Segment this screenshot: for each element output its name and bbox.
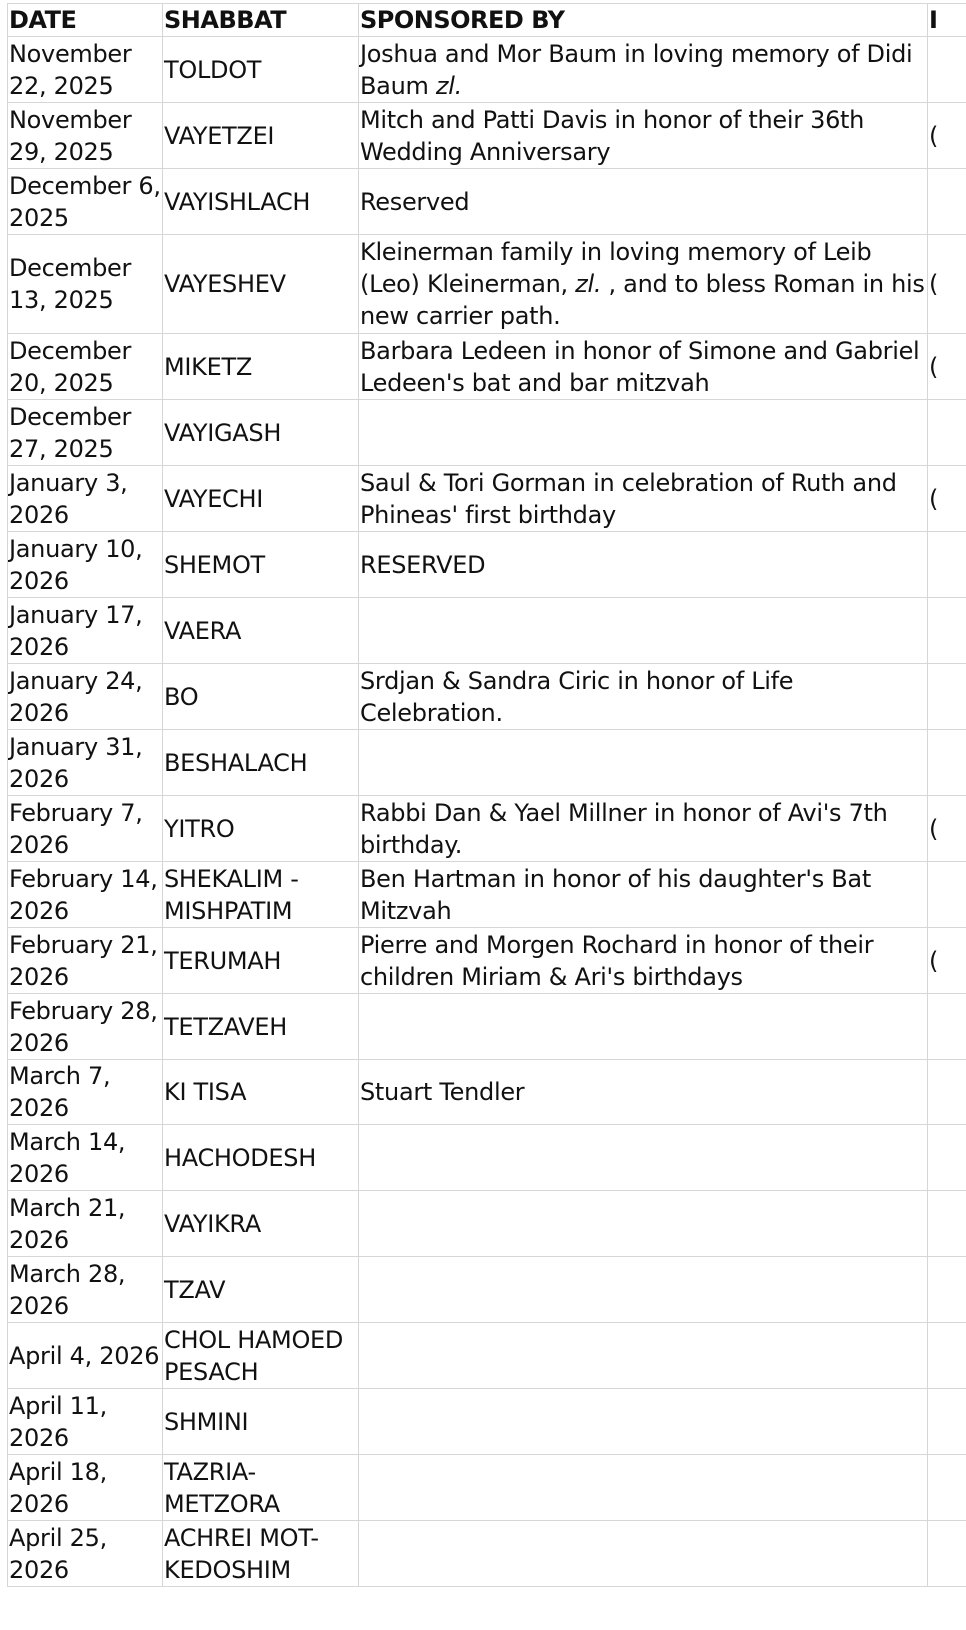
cell-extra <box>928 400 966 466</box>
sponsor-text: Kleinerman family in loving memory of Leib (Leo) Kleinerman, <box>360 238 872 298</box>
table-row <box>8 730 966 796</box>
cell-sponsored-by <box>359 103 928 169</box>
cell-extra <box>928 1323 966 1389</box>
cell-sponsored-by <box>359 796 928 862</box>
cell-extra: ( <box>928 103 966 169</box>
cell-sponsored-by <box>359 994 928 1060</box>
cell-shabbat: VAYECHI <box>163 466 359 532</box>
table-row <box>8 1521 966 1587</box>
table-row <box>8 1060 966 1125</box>
header-shabbat: SHABBAT <box>163 4 359 37</box>
cell-date: January 17, 2026 <box>8 598 163 664</box>
cell-date: November 22, 2025 <box>8 37 163 103</box>
cell-shabbat: BESHALACH <box>163 730 359 796</box>
cell-date: December 6, 2025 <box>8 169 163 235</box>
sponsorship-sheet <box>7 3 966 1587</box>
cell-shabbat: MIKETZ <box>163 334 359 400</box>
cell-sponsored-by <box>359 598 928 664</box>
cell-sponsored-by <box>359 664 928 730</box>
header-date: DATE <box>8 4 163 37</box>
cell-sponsored-by <box>359 235 928 334</box>
cell-extra <box>928 1125 966 1191</box>
table-row <box>8 334 966 400</box>
cell-sponsored-by <box>359 532 928 598</box>
table-row <box>8 169 966 235</box>
table-row <box>8 1191 966 1257</box>
table-row <box>8 400 966 466</box>
sponsor-text: Pierre and Morgen Rochard in honor of their children Miriam & Ari's birthdays <box>360 930 874 991</box>
cell-extra: ( <box>928 235 966 334</box>
cell-extra <box>928 1389 966 1455</box>
cell-sponsored-by <box>359 1257 928 1323</box>
cell-date: December 27, 2025 <box>8 400 163 466</box>
cell-sponsored-by <box>359 1521 928 1587</box>
cell-shabbat: BO <box>163 664 359 730</box>
cell-shabbat: VAYIKRA <box>163 1191 359 1257</box>
cell-shabbat: TOLDOT <box>163 37 359 103</box>
cell-sponsored-by <box>359 1455 928 1521</box>
sponsor-text-italic: zl. <box>575 270 602 298</box>
cell-extra: ( <box>928 334 966 400</box>
cell-extra <box>928 1257 966 1323</box>
cell-date: February 21, 2026 <box>8 928 163 994</box>
sponsor-text: Barbara Ledeen in honor of Simone and Gabriel Ledeen's bat and bar mitzvah <box>360 336 920 397</box>
sponsor-text: Reserved <box>360 187 470 216</box>
header-row <box>8 4 966 37</box>
cell-date: January 3, 2026 <box>8 466 163 532</box>
sponsorship-table <box>7 3 966 1587</box>
table-row <box>8 1323 966 1389</box>
table-row <box>8 994 966 1060</box>
sponsor-text: Ben Hartman in honor of his daughter's Bat Mitzvah <box>360 864 871 925</box>
table-row <box>8 1257 966 1323</box>
cell-date: February 14, 2026 <box>8 862 163 928</box>
table-row <box>8 1455 966 1521</box>
table-row <box>8 928 966 994</box>
table-row <box>8 1389 966 1455</box>
sponsor-text-suffix: , and to bless Roman in his new carrier path. <box>360 270 925 330</box>
cell-sponsored-by <box>359 466 928 532</box>
table-row <box>8 796 966 862</box>
sponsor-text: Rabbi Dan & Yael Millner in honor of Avi's 7th birthday. <box>360 798 888 859</box>
cell-sponsored-by <box>359 400 928 466</box>
table-row <box>8 664 966 730</box>
cell-extra <box>928 1521 966 1587</box>
sponsor-text: Srdjan & Sandra Ciric in honor of Life Celebration. <box>360 666 794 727</box>
cell-sponsored-by <box>359 730 928 796</box>
cell-shabbat: SHEKALIM - MISHPATIM <box>163 862 359 928</box>
cell-sponsored-by <box>359 928 928 994</box>
sponsor-text: Mitch and Patti Davis in honor of their 36th Wedding Anniversary <box>360 105 865 166</box>
cell-extra <box>928 37 966 103</box>
cell-extra <box>928 532 966 598</box>
cell-sponsored-by <box>359 1060 928 1125</box>
cell-sponsored-by <box>359 169 928 235</box>
cell-date: April 25, 2026 <box>8 1521 163 1587</box>
cell-extra: ( <box>928 928 966 994</box>
sponsor-text: RESERVED <box>360 550 486 579</box>
cell-date: April 4, 2026 <box>8 1323 163 1389</box>
table-body <box>8 37 966 1587</box>
table-row <box>8 532 966 598</box>
table-row <box>8 862 966 928</box>
cell-date: February 7, 2026 <box>8 796 163 862</box>
cell-shabbat: ACHREI MOT-KEDOSHIM <box>163 1521 359 1587</box>
cell-sponsored-by <box>359 862 928 928</box>
cell-date: January 31, 2026 <box>8 730 163 796</box>
table-row <box>8 1125 966 1191</box>
cell-shabbat: VAYETZEI <box>163 103 359 169</box>
cell-date: March 28, 2026 <box>8 1257 163 1323</box>
table-row <box>8 235 966 334</box>
cell-shabbat: TERUMAH <box>163 928 359 994</box>
cell-shabbat: VAYISHLACH <box>163 169 359 235</box>
cell-shabbat: TAZRIA-METZORA <box>163 1455 359 1521</box>
cell-shabbat: YITRO <box>163 796 359 862</box>
cell-shabbat: VAYESHEV <box>163 235 359 334</box>
sponsor-text-italic: zl. <box>435 71 462 100</box>
cell-date: January 10, 2026 <box>8 532 163 598</box>
cell-sponsored-by <box>359 37 928 103</box>
cell-sponsored-by <box>359 1389 928 1455</box>
cell-extra: ( <box>928 796 966 862</box>
cell-date: March 14, 2026 <box>8 1125 163 1191</box>
cell-shabbat: SHEMOT <box>163 532 359 598</box>
header-sponsored-by: SPONSORED BY <box>359 4 928 37</box>
table-row <box>8 37 966 103</box>
cell-date: April 18, 2026 <box>8 1455 163 1521</box>
cell-extra <box>928 862 966 928</box>
cell-extra <box>928 664 966 730</box>
cell-extra <box>928 169 966 235</box>
cell-extra <box>928 598 966 664</box>
cell-extra <box>928 1455 966 1521</box>
cell-sponsored-by <box>359 1125 928 1191</box>
cell-date: March 21, 2026 <box>8 1191 163 1257</box>
header-extra: I <box>928 4 966 37</box>
cell-date: January 24, 2026 <box>8 664 163 730</box>
cell-sponsored-by <box>359 1323 928 1389</box>
cell-extra <box>928 730 966 796</box>
sponsor-text: Saul & Tori Gorman in celebration of Ruth and Phineas' first birthday <box>360 468 897 529</box>
cell-extra <box>928 1191 966 1257</box>
cell-date: December 20, 2025 <box>8 334 163 400</box>
cell-shabbat: TETZAVEH <box>163 994 359 1060</box>
cell-extra <box>928 1060 966 1125</box>
cell-sponsored-by <box>359 1191 928 1257</box>
cell-date: November 29, 2025 <box>8 103 163 169</box>
cell-shabbat: HACHODESH <box>163 1125 359 1191</box>
cell-extra: ( <box>928 466 966 532</box>
cell-shabbat: VAYIGASH <box>163 400 359 466</box>
cell-date: April 11, 2026 <box>8 1389 163 1455</box>
cell-date: February 28, 2026 <box>8 994 163 1060</box>
cell-shabbat: KI TISA <box>163 1060 359 1125</box>
table-row <box>8 598 966 664</box>
sponsor-text: Stuart Tendler <box>360 1078 525 1106</box>
cell-date: December 13, 2025 <box>8 235 163 334</box>
cell-shabbat: VAERA <box>163 598 359 664</box>
sponsor-text: Joshua and Mor Baum in loving memory of Didi Baum <box>360 39 913 100</box>
table-row <box>8 466 966 532</box>
cell-shabbat: TZAV <box>163 1257 359 1323</box>
table-row <box>8 103 966 169</box>
cell-shabbat: CHOL HAMOED PESACH <box>163 1323 359 1389</box>
cell-date: March 7, 2026 <box>8 1060 163 1125</box>
cell-shabbat: SHMINI <box>163 1389 359 1455</box>
cell-extra <box>928 994 966 1060</box>
cell-sponsored-by <box>359 334 928 400</box>
